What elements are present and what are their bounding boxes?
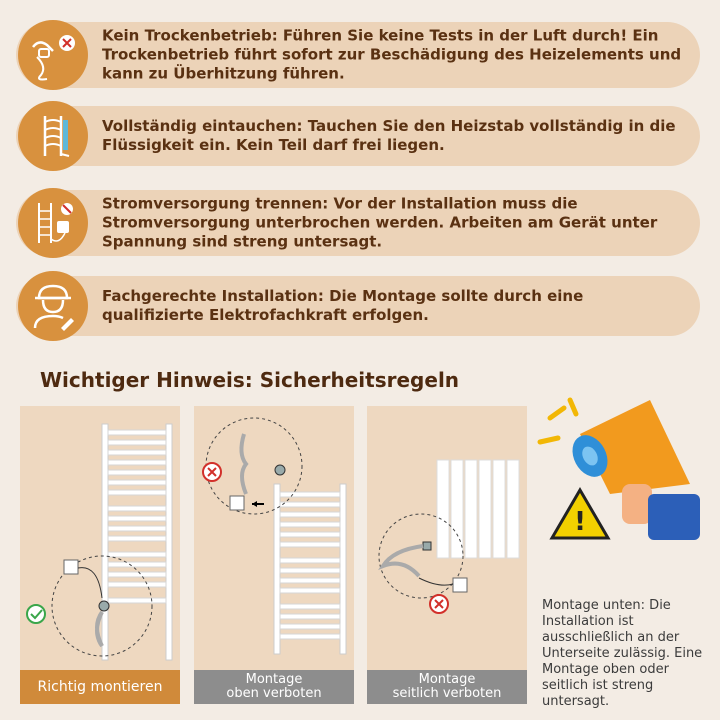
warning-text: Stromversorgung trennen: Vor der Installation muss die Stromversorgung unterbrochen werden. Arbeiten am Gerät unter Spannung sind streng untersagt. <box>102 194 658 251</box>
panel-caption <box>194 670 354 704</box>
radiator-top-illustration <box>194 406 354 670</box>
panel-caption <box>20 670 180 704</box>
radiator-bottom-illustration <box>20 406 180 670</box>
radiator-side-illustration <box>367 406 527 670</box>
panel-top-forbidden <box>194 406 354 704</box>
caption-text: Richtig montieren <box>37 679 163 695</box>
warning-row-dry-running <box>16 22 700 88</box>
warning-row-power <box>16 190 700 256</box>
warning-text: Kein Trockenbetrieb: Führen Sie keine Tests in der Luft durch! Ein Trockenbetrieb führt sofort zur Beschädigung des Heizelements und kann zu Überhitzung führen. <box>102 26 682 83</box>
warning-text: Fachgerechte Installation: Die Montage sollte durch eine qualifizierte Elektrofachkraft erfolgen. <box>102 287 584 324</box>
towel-radiator-icon <box>18 101 88 171</box>
caption-text-line2: oben verboten <box>226 686 322 701</box>
panel-caption <box>367 670 527 704</box>
no-dry-running-icon <box>18 20 88 90</box>
warning-text: Vollständig eintauchen: Tauchen Sie den Heizstab vollständig in die Flüssigkeit ein. Kein Teil darf frei liegen. <box>102 117 676 154</box>
warning-row-installation <box>16 276 700 336</box>
caption-text-line1: Montage <box>245 672 303 687</box>
panel-side-forbidden <box>367 406 527 704</box>
electrician-icon <box>18 271 88 341</box>
disconnect-power-icon <box>18 188 88 258</box>
caption-text-line2: seitlich verboten <box>392 686 502 701</box>
caption-text-line1: Montage <box>418 672 476 687</box>
section-heading: Wichtiger Hinweis: Sicherheitsregeln <box>40 368 460 392</box>
megaphone-warning-icon <box>530 394 710 560</box>
panel-correct-mounting <box>20 406 180 704</box>
mounting-note: Montage unten: Die Installation ist ausschließlich an der Unterseite zulässig. Eine Montage oben oder seitlich ist streng untersagt. <box>542 598 703 709</box>
svg-text:!: ! <box>574 507 586 537</box>
warning-row-immerse <box>16 106 700 166</box>
